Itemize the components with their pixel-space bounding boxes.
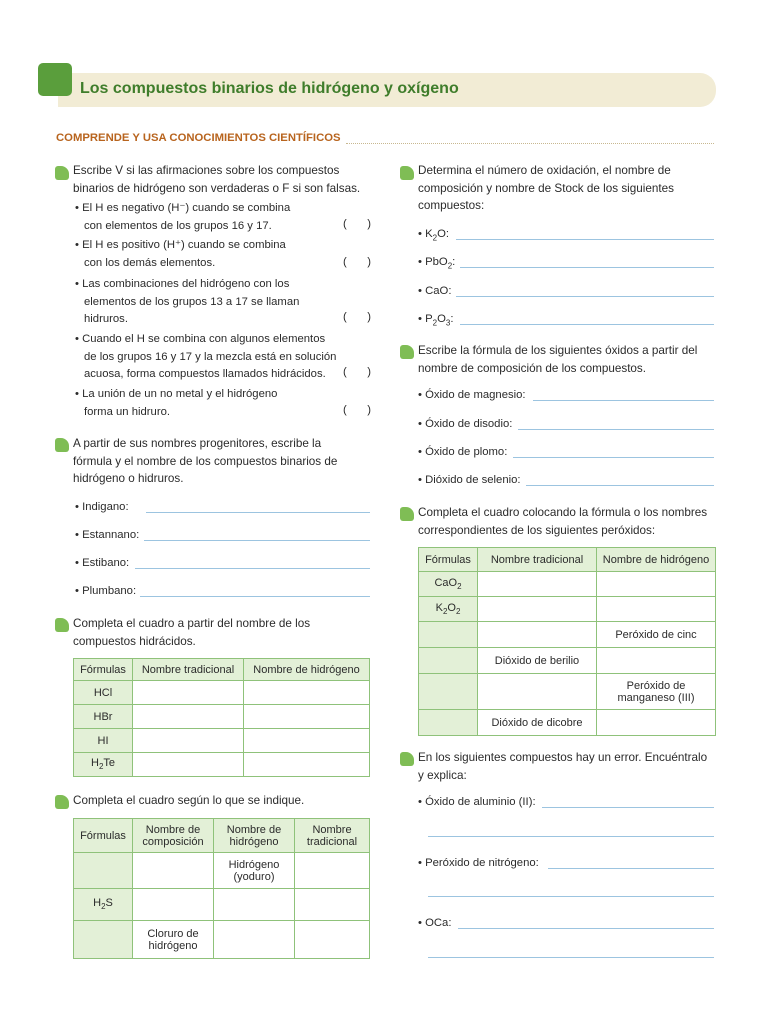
q1-item-line: hidruros. bbox=[84, 313, 128, 325]
q5-item-label: • $K_2O$: bbox=[418, 228, 450, 243]
q1-item-line: • Cuando el H se combina con algunos elementos bbox=[75, 333, 326, 345]
formula-cell[interactable] bbox=[74, 853, 133, 889]
q1-prompt bbox=[73, 162, 360, 197]
answer-line[interactable] bbox=[144, 540, 370, 541]
formula-cell[interactable] bbox=[419, 648, 478, 674]
answer-line[interactable] bbox=[513, 457, 714, 458]
answer-cell[interactable] bbox=[133, 705, 244, 729]
answer-cell[interactable] bbox=[244, 705, 370, 729]
table-header: Fórmulas bbox=[74, 659, 133, 681]
answer-line[interactable] bbox=[456, 296, 714, 297]
answer-cell[interactable] bbox=[244, 681, 370, 705]
given-cell bbox=[597, 674, 716, 710]
q1-prompt-line: Escribe V si las afirmaciones sobre los compuestos bbox=[73, 164, 340, 177]
q1-item-line: forma un hidruro. bbox=[84, 405, 171, 418]
answer-cell[interactable] bbox=[597, 710, 716, 736]
answer-parens[interactable] bbox=[343, 256, 371, 268]
q1-item bbox=[75, 386, 277, 421]
answer-cell[interactable] bbox=[295, 853, 370, 889]
q1-item bbox=[75, 331, 336, 384]
answer-cell[interactable] bbox=[244, 729, 370, 753]
q5-prompt-line: Determina el número de oxidación, el nombre de bbox=[418, 164, 671, 177]
table-header: Nombre de composición bbox=[133, 819, 214, 853]
q2-item-label: • Plumbano: bbox=[75, 585, 137, 597]
paren-open: ( bbox=[343, 404, 347, 416]
formula-cell[interactable] bbox=[419, 674, 478, 710]
q2-prompt-line: hidrógeno o hidruros. bbox=[73, 472, 184, 485]
answer-line[interactable] bbox=[526, 485, 714, 486]
q6-prompt bbox=[418, 342, 697, 377]
question-icon bbox=[55, 438, 69, 452]
q8-prompt bbox=[418, 749, 707, 784]
q1-item-line: • El H es negativo (H⁻) cuando se combina bbox=[75, 202, 291, 214]
q8-item-label: • OCa: bbox=[418, 917, 452, 929]
formula-cell: HI bbox=[74, 729, 133, 753]
q8-prompt-line: y explica: bbox=[418, 768, 467, 782]
cell-text: hidrógeno bbox=[148, 939, 198, 952]
q8-item-label: • Óxido de aluminio (II): bbox=[418, 796, 536, 808]
answer-line[interactable] bbox=[428, 836, 714, 837]
q8-prompt-line: En los siguientes compuestos hay un error. Encuéntralo bbox=[418, 751, 708, 764]
answer-line[interactable] bbox=[135, 568, 370, 569]
q1-item-line: • La unión de un no metal y el hidrógeno bbox=[75, 388, 278, 400]
hidracidos-table bbox=[73, 658, 370, 777]
answer-line[interactable] bbox=[460, 267, 714, 268]
section-divider bbox=[346, 143, 714, 144]
title-square-icon bbox=[38, 63, 72, 96]
q7-prompt-line: Completa el cuadro colocando la fórmula o los nombres bbox=[418, 506, 708, 519]
paren-open: ( bbox=[343, 366, 347, 378]
given-cell: Dióxido de dicobre bbox=[478, 710, 597, 736]
q1-item-line: acuosa, forma compuestos llamados hidrácidos. bbox=[84, 368, 326, 380]
answer-cell[interactable] bbox=[295, 889, 370, 921]
question-icon bbox=[400, 166, 414, 180]
q1-prompt-line: binarios de hidrógeno son verdaderas o F si son falsas. bbox=[73, 181, 361, 195]
cell-text: manganeso (III) bbox=[617, 691, 695, 704]
cell-text: Cloruro de bbox=[147, 927, 199, 940]
paren-close: ) bbox=[367, 218, 371, 230]
formula-cell[interactable] bbox=[419, 622, 478, 648]
answer-parens[interactable] bbox=[343, 311, 371, 323]
cell-text: Peróxido de bbox=[626, 679, 686, 692]
answer-cell[interactable] bbox=[133, 889, 214, 921]
q3-prompt bbox=[73, 615, 310, 650]
q1-item-line: con elementos de los grupos 16 y 17. bbox=[84, 219, 272, 232]
answer-parens[interactable] bbox=[343, 366, 371, 378]
page-title: Los compuestos binarios de hidrógeno y oxígeno bbox=[80, 80, 459, 97]
table-header: Nombre de hidrógeno bbox=[214, 819, 295, 853]
q7-prompt bbox=[418, 504, 707, 539]
given-cell: Dióxido de berilio bbox=[478, 648, 597, 674]
paren-close: ) bbox=[367, 256, 371, 268]
formula-cell: HBr bbox=[74, 705, 133, 729]
answer-parens[interactable] bbox=[343, 404, 371, 416]
q5-item-label: • PbO$_2$: bbox=[418, 256, 456, 271]
answer-cell[interactable] bbox=[597, 572, 716, 597]
q1-item-line: • Las combinaciones del hidrógeno con los bbox=[75, 278, 290, 290]
formula-cell: $H_2S$ bbox=[74, 889, 133, 921]
answer-line[interactable] bbox=[518, 429, 714, 430]
question-icon bbox=[55, 618, 69, 632]
q6-item-label: • Dióxido de selenio: bbox=[418, 474, 521, 486]
q6-prompt-line: Escribe la fórmula de los siguientes óxidos a partir del bbox=[418, 344, 698, 357]
answer-line[interactable] bbox=[146, 512, 370, 513]
q2-item-label: • Estannano: bbox=[75, 529, 140, 541]
paren-open: ( bbox=[343, 311, 347, 323]
answer-cell[interactable] bbox=[214, 921, 295, 959]
answer-line[interactable] bbox=[428, 957, 714, 958]
answer-line[interactable] bbox=[542, 807, 714, 808]
q6-item-label: • Óxido de disodio: bbox=[418, 418, 513, 430]
q5-item-label: • $P_2O_3$: bbox=[418, 313, 454, 328]
paren-close: ) bbox=[367, 404, 371, 416]
q2-item-label: • Indigano: bbox=[75, 501, 129, 513]
answer-cell[interactable] bbox=[597, 648, 716, 674]
q6-prompt-line: nombre de composición de los compuestos. bbox=[418, 361, 647, 375]
paren-close: ) bbox=[367, 366, 371, 378]
answer-cell[interactable] bbox=[133, 853, 214, 889]
answer-parens[interactable] bbox=[343, 218, 371, 230]
question-icon bbox=[55, 795, 69, 809]
q8-item-label: • Peróxido de nitrógeno: bbox=[418, 857, 539, 869]
q1-item bbox=[75, 276, 299, 329]
q6-item-label: • Óxido de plomo: bbox=[418, 446, 508, 458]
cell-text: Hidrógeno bbox=[228, 858, 280, 871]
given-cell bbox=[214, 853, 295, 889]
answer-cell[interactable] bbox=[478, 597, 597, 622]
answer-line[interactable] bbox=[548, 868, 714, 869]
paren-open: ( bbox=[343, 218, 347, 230]
q2-prompt-line: A partir de sus nombres progenitores, escribe la bbox=[73, 437, 322, 450]
q2-prompt bbox=[73, 435, 337, 488]
formula-cell: $H_2Te$ bbox=[74, 753, 133, 777]
answer-cell[interactable] bbox=[133, 729, 244, 753]
cell-text: (yoduro) bbox=[233, 870, 275, 883]
given-cell bbox=[133, 921, 214, 959]
answer-cell[interactable] bbox=[597, 597, 716, 622]
paren-open: ( bbox=[343, 256, 347, 268]
answer-line[interactable] bbox=[140, 596, 370, 597]
answer-cell[interactable] bbox=[214, 889, 295, 921]
q1-item-line: elementos de los grupos 13 a 17 se llaman bbox=[84, 295, 300, 308]
answer-cell[interactable] bbox=[478, 674, 597, 710]
q3-prompt-line: Completa el cuadro a partir del nombre de los bbox=[73, 617, 311, 630]
question-icon bbox=[55, 166, 69, 180]
answer-cell[interactable] bbox=[295, 921, 370, 959]
section-heading: COMPRENDE Y USA CONOCIMIENTOS CIENTÍFICOS bbox=[56, 132, 341, 144]
table-header: Nombre de hidrógeno bbox=[244, 659, 370, 681]
formula-cell[interactable] bbox=[419, 710, 478, 736]
formula-cell[interactable] bbox=[74, 921, 133, 959]
answer-line[interactable] bbox=[456, 239, 714, 240]
q1-item-line: de los grupos 16 y 17 y la mezcla está en solución bbox=[84, 350, 337, 363]
table-header: Fórmulas bbox=[419, 548, 478, 572]
table-header: Nombre tradicional bbox=[133, 659, 244, 681]
formula-cell: $K_2O_2$ bbox=[419, 597, 478, 622]
q1-item bbox=[75, 237, 286, 272]
q1-item bbox=[75, 200, 290, 235]
q4-prompt: Completa el cuadro según lo que se indique. bbox=[73, 794, 305, 807]
q2-item-label: • Estibano: bbox=[75, 557, 130, 569]
question-icon bbox=[400, 507, 414, 521]
given-cell: Peróxido de cinc bbox=[597, 622, 716, 648]
paren-close: ) bbox=[367, 311, 371, 323]
q2-prompt-line: fórmula y el nombre de los compuestos binarios de bbox=[73, 454, 338, 468]
q3-prompt-line: compuestos hidrácidos. bbox=[73, 634, 196, 648]
answer-line[interactable] bbox=[460, 324, 714, 325]
q7-prompt-line: correspondientes de los siguientes peróxidos: bbox=[418, 523, 656, 537]
q5-prompt-line: composición y nombre de Stock de los siguientes bbox=[418, 181, 674, 195]
formula-cell: CaO$_2$ bbox=[419, 572, 478, 597]
formula-cell: HCl bbox=[74, 681, 133, 705]
q5-prompt-line: compuestos: bbox=[418, 199, 485, 212]
question-icon bbox=[400, 345, 414, 359]
question-icon bbox=[400, 752, 414, 766]
q1-item-line: • El H es positivo (H⁺) cuando se combina bbox=[75, 239, 286, 251]
answer-line[interactable] bbox=[458, 928, 714, 929]
answer-cell[interactable] bbox=[478, 622, 597, 648]
answer-cell[interactable] bbox=[133, 681, 244, 705]
q1-item-line: con los demás elementos. bbox=[84, 256, 216, 269]
answer-cell[interactable] bbox=[133, 753, 244, 777]
q5-item-label: • CaO: bbox=[418, 285, 452, 297]
table-header: Fórmulas bbox=[74, 819, 133, 853]
table-header: Nombre de hidrógeno bbox=[597, 548, 716, 572]
peroxidos-table bbox=[418, 547, 716, 736]
answer-line[interactable] bbox=[428, 896, 714, 897]
q5-prompt bbox=[418, 162, 674, 215]
q6-item-label: • Óxido de magnesio: bbox=[418, 389, 526, 401]
answer-cell[interactable] bbox=[244, 753, 370, 777]
table-header: Nombre tradicional bbox=[478, 548, 597, 572]
table-header: Nombre tradicional bbox=[295, 819, 370, 853]
answer-cell[interactable] bbox=[478, 572, 597, 597]
answer-line[interactable] bbox=[533, 400, 714, 401]
composicion-table bbox=[73, 818, 370, 959]
